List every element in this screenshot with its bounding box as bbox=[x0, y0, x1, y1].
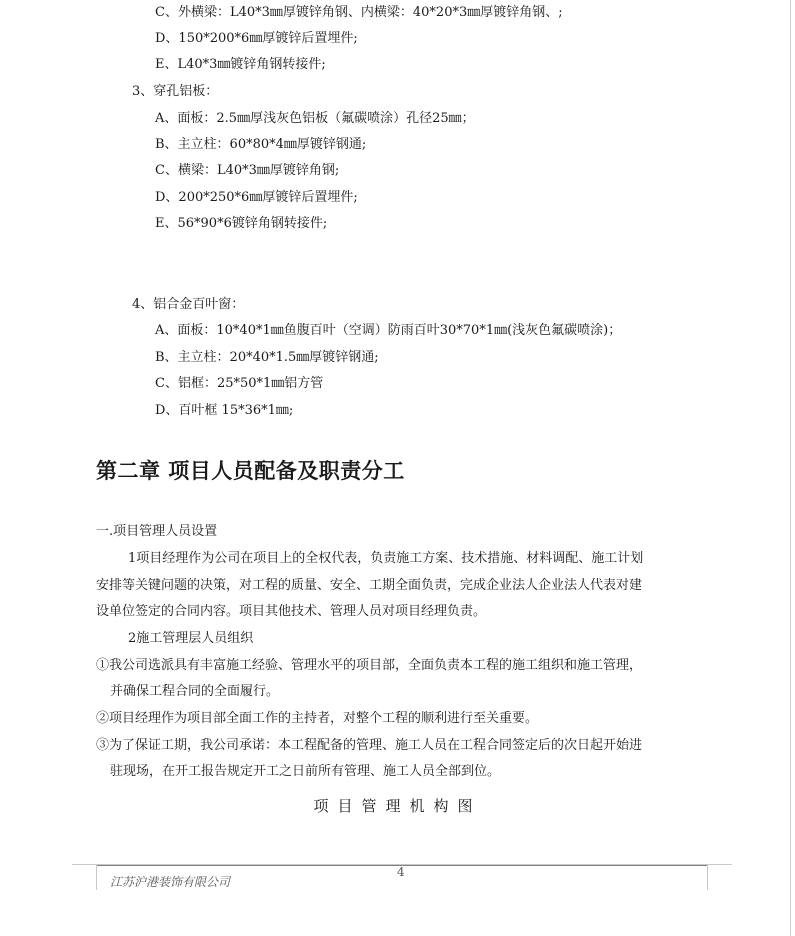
subheading: 2施工管理层人员组织 bbox=[128, 631, 254, 646]
paragraph-line: 设单位签定的合同内容。项目其他技术、管理人员对项目经理负责。 bbox=[96, 604, 487, 619]
list-item: 并确保工程合同的全面履行。 bbox=[110, 684, 280, 699]
list-item: 驻现场，在开工报告规定开工之日前所有管理、施工人员全部到位。 bbox=[110, 764, 501, 779]
spec-heading: 4、铝合金百叶窗： bbox=[132, 297, 245, 312]
spec-line: B、主立柱：20*40*1.5㎜厚镀锌钢通; bbox=[155, 350, 379, 365]
section-heading: 一.项目管理人员设置 bbox=[96, 524, 218, 539]
spec-line: D、200*250*6㎜厚镀锌后置埋件; bbox=[155, 190, 358, 205]
spec-line: A、面板：2.5㎜厚浅灰色铝板（氟碳喷涂）孔径25㎜； bbox=[155, 111, 475, 126]
spec-line: E、L40*3㎜镀锌角钢转接件; bbox=[155, 57, 326, 72]
list-item: ①我公司选派具有丰富施工经验、管理水平的项目部，全面负责本工程的施工组织和施工管理， bbox=[96, 658, 643, 673]
spec-line: C、铝框：25*50*1㎜铝方管 bbox=[155, 376, 324, 391]
list-item: ②项目经理作为项目部全面工作的主持者，对整个工程的顺利进行至关重要。 bbox=[96, 711, 539, 726]
paragraph-line: 1项目经理作为公司在项目上的全权代表，负责施工方案、技术措施、材料调配、施工计划 bbox=[128, 551, 644, 566]
spec-line: C、横梁：L40*3㎜厚镀锌角钢; bbox=[155, 163, 340, 178]
footer-border-right bbox=[707, 864, 708, 890]
page-number: 4 bbox=[397, 865, 405, 879]
org-chart-title: 项目管理机构图 bbox=[313, 797, 482, 815]
spec-heading: 3、穿孔铝板： bbox=[132, 84, 219, 99]
spec-line: E、56*90*6镀锌角钢转接件; bbox=[155, 216, 328, 231]
footer-company-name: 江苏沪港装饰有限公司 bbox=[110, 875, 231, 889]
spec-line: B、主立柱：60*80*4㎜厚镀锌钢通; bbox=[155, 137, 367, 152]
spec-line: D、百叶框 15*36*1㎜; bbox=[155, 403, 294, 418]
chapter-title: 第二章 项目人员配备及职责分工 bbox=[96, 459, 405, 483]
spec-line: C、外横梁：L40*3㎜厚镀锌角钢、内横梁：40*20*3㎜厚镀锌角钢、; bbox=[155, 5, 563, 20]
paragraph-line: 安排等关键问题的决策，对工程的质量、安全、工期全面负责，完成企业法人企业法人代表对建 bbox=[96, 578, 643, 593]
list-item: ③为了保证工期，我公司承诺：本工程配备的管理、施工人员在工程合同签定后的次日起开始进 bbox=[96, 738, 643, 753]
spec-line: D、150*200*6㎜厚镀锌后置埋件; bbox=[155, 31, 358, 46]
footer-border-left bbox=[96, 864, 97, 890]
spec-line: A、面板：10*40*1㎜鱼腹百叶（空调）防雨百叶30*70*1㎜(浅灰色氟碳喷涂)； bbox=[155, 323, 622, 338]
